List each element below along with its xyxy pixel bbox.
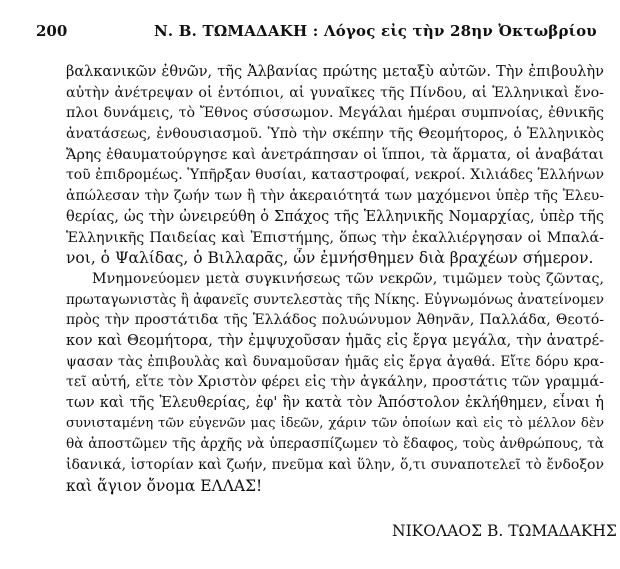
text-line: νοι, ὁ Ψαλίδας, ὁ Βιλλαρᾶς, ὧν ἐμνήσθημεν διὰ βραχέων σήμερον. [66,249,594,268]
text-line: θὰ ἀποστῶμεν τῆς ἀρχῆς νὰ ὑπερασπίζωμεν τὸ ἔδαφος, τοὺς ἀνθρώπους, τὰ [66,436,604,453]
text-line: ἀνατάσεως, ἐνθουσιασμοῦ. Ὑπὸ τὴν σκέπην τῆς Θεομήτορος, ὁ Ἑλληνικὸς [66,126,604,143]
text-line: τεῖ αὐτή, εἴτε τὸν Χριστὸν φέρει εἰς τὴν ἀγκάλην, προστάτις τῶν γραμμά- [66,374,604,391]
text-line: Ἑλληνικῆς Παιδείας καὶ Ἐπιστήμης, ὅπως τὴν ἐκαλλιέργησαν οἱ Μπαλά- [66,229,604,246]
paragraph-2 [66,269,604,497]
text-line: ἰδανικά, ἱστορίαν καὶ ζωήν, πνεῦμα καὶ ὕλην, ὅ,τι συναποτελεῖ τὸ ἔνδοξον [66,457,604,474]
text-line: ψασαν τὰς ἐπιβουλὰς καὶ δυναμοῦσαν ἡμᾶς εἰς ἔργα ἀγαθά. Εἴτε δόρυ κρα- [66,353,604,370]
page-number: 200 [36,22,68,40]
text-line: βαλκανικῶν ἐθνῶν, τῆς Ἀλβανίας πρώτης μεταξὺ αὐτῶν. Τὴν ἐπιβουλὴν [66,64,604,80]
text-line: των καὶ τῆς Ἐλευθερίας, ἐφ' ἣν κατὰ τὸν Ἀπόστολον ἐκλήθημεν, εἶναι ἡ [66,395,604,411]
text-line: τοῦ ἐπιδρομέως. Ὑπῆρξαν θυσίαι, καταστροφαί, νεκροί. Χιλιάδες Ἑλλήνων [66,167,604,184]
body-text [66,62,604,496]
paragraph-1 [66,62,604,269]
page-header [36,20,596,42]
text-line: ἀπώλεσαν τὴν ζωήν των ἢ τὴν ἀκεραιότητά των μαχόμενοι ὑπὲρ τῆς Ἐλευ- [66,188,604,205]
text-line: αὐτὴν ἀνέτρεψαν οἱ ἐντόπιοι, αἱ γυναῖκες τῆς Πίνδου, αἱ Ἑλληνικαὶ ἔνο- [66,84,604,101]
text-line: πλοι δυνάμεις, τὸ Ἔθνος σύσσωμον. Μεγάλαι ἡμέραι συμπνοίας, ἐθνικῆς [66,105,604,122]
text-line: Ἄρης ἐθαυματούργησε καὶ ἀνετράπησαν οἱ ἵπποι, τὰ ἅρματα, οἱ ἀναβάται [66,146,604,163]
text-line: καὶ ἅγιον ὄνομα ΕΛΛΑΣ! [66,476,263,495]
text-line: Μνημονεύομεν μετὰ συγκινήσεως τῶν νεκρῶν, τιμῶμεν τοὺς ζῶντας, [92,270,604,287]
text-line: πρὸς τὴν προστάτιδα τῆς Ἑλλάδος πολυώνυμον Ἀθηνᾶν, Παλλάδα, Θεοτό- [66,312,604,329]
text-line: θερίας, ὡς τὴν ὠνειρεύθη ὁ Σπάχος τῆς Ἑλληνικῆς Νομαρχίας, ὑπὲρ τῆς [66,208,604,225]
text-line: κον καὶ Θεομήτορα, τὴν ἐμψυχοῦσαν ἡμᾶς εἰς ἔργα μεγάλα, τὴν ἀνατρέ- [66,332,604,349]
text-line: πρωταγωνιστὰς ἢ ἀφανεῖς συντελεστὰς τῆς Νίκης. Εὐγνωμόνως ἀνατείνομεν [66,291,604,308]
text-line: συνισταμένη τῶν εὐγενῶν μας ἰδεῶν, χάριν τῶν ὁποίων καὶ εἰς τὸ μέλλον δὲν [66,415,604,431]
author-signature: ΝΙΚΟΛΑΟΣ Β. ΤΩΜΑΔΑΚΗΣ [392,522,617,540]
running-head: Ν. Β. ΤΩΜΑΔΑΚΗ : Λόγος εἰς τὴν 28ην Ὀκτωβρίου [154,22,597,40]
